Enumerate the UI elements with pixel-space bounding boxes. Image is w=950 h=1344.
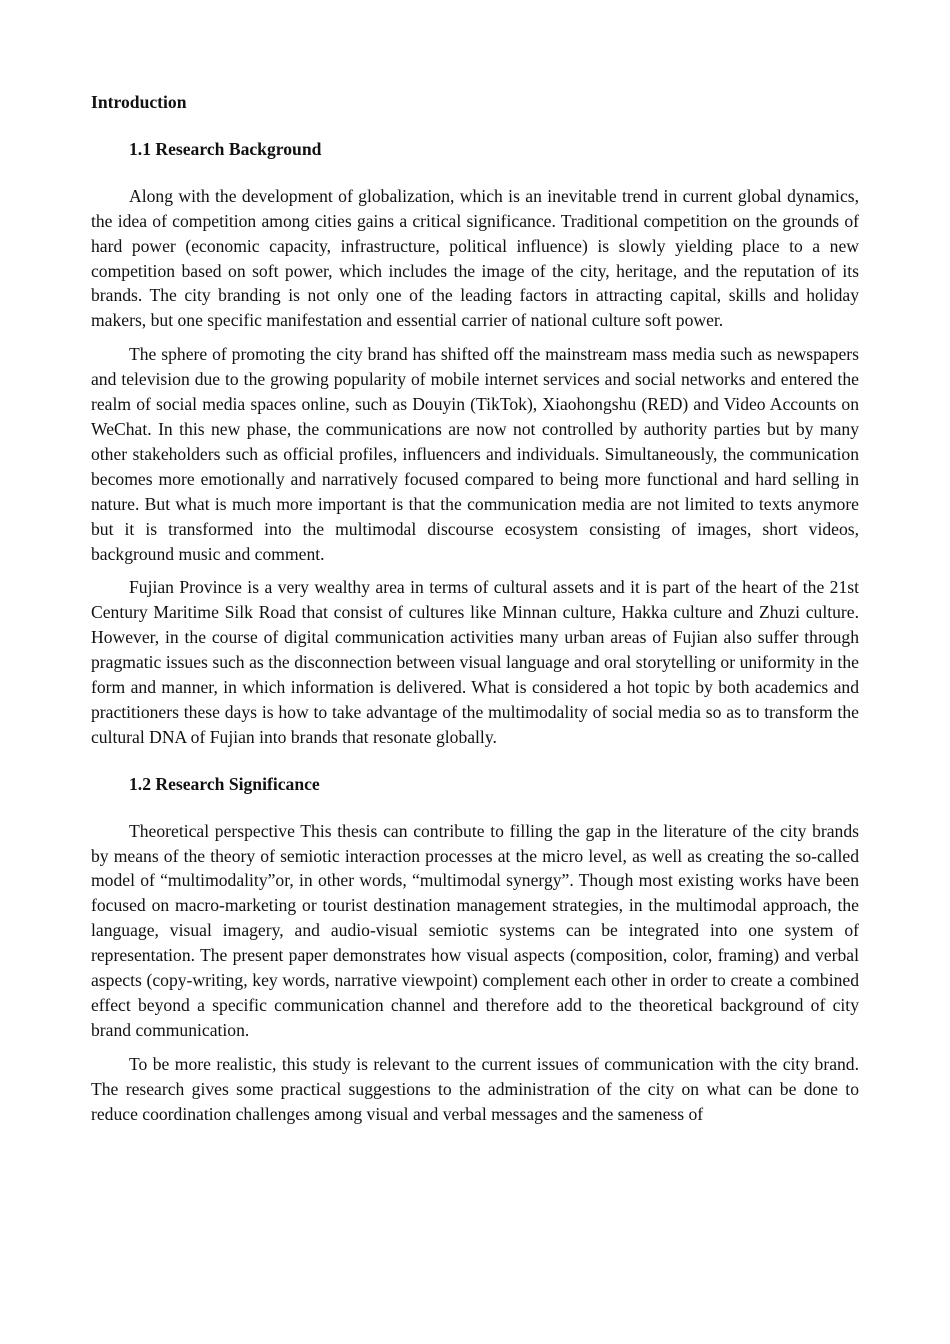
paragraph: Fujian Province is a very wealthy area in terms of cultural assets and it is part of the heart of the 21st Century Maritime Silk Road that consist of cultures like Minnan culture, Hakka culture and Zhuzi culture. However, in the course of digital communication activities many urban areas of Fujian also suffer through pragmatic issues such as the disconnection between visual language and oral storytelling or uniformity in the form and manner, in which information is delivered. What is considered a hot topic by both academics and practitioners these days is how to take advantage of the multimodality of social media so as to transform the cultural DNA of Fujian into brands that resonate globally. [91,577,859,747]
paragraph: To be more realistic, this study is relevant to the current issues of communication with the city brand. The research gives some practical suggestions to the administration of the city on what can be done to reduce coordination challenges among visual and verbal messages and the sameness of [91,1053,859,1124]
paragraph: Along with the development of globalization, which is an inevitable trend in current global dynamics, the idea of competition among cities gains a critical significance. Traditional competition on the grounds of hard power (economic capacity, infrastructure, political influence) is slowly yielding place to a new competition based on soft power, which includes the image of the city, heritage, and the reputation of its brands. The city branding is not only one of the leading factors in attracting capital, skills and holiday makers, but one specific manifestation and essential carrier of national culture soft power. [91,185,859,331]
document-page [91,90,859,1136]
section-heading-research-significance: 1.2 Research Significance [129,773,320,794]
chapter-title: Introduction [91,92,187,112]
section-heading-research-background: 1.1 Research Background [129,138,322,159]
paragraph: The sphere of promoting the city brand has shifted off the mainstream mass media such as newspapers and television due to the growing popularity of mobile internet services and social networks and entered the realm of social media spaces online, such as Douyin (TikTok), Xiaohongshu (RED) and Video Accounts on WeChat. In this new phase, the communications are now not controlled by authority parties but by many other stakeholders such as official profiles, influencers and individuals. Simultaneously, the communication becomes more emotionally and narratively focused compared to being more functional and hard selling in nature. But what is much more important is that the communication media are not limited to texts anymore but it is transformed into the multimodal discourse ecosystem consisting of images, short videos, background music and comment. [91,344,859,564]
paragraph: Theoretical perspective This thesis can contribute to filling the gap in the literature of the city brands by means of the theory of semiotic interaction processes at the micro level, as well as creating the so-called model of “multimodality”or, in other words, “multimodal synergy”. Though most existing works have been focused on macro-marketing or tourist destination management strategies, in the multimodal approach, the language, visual imagery, and audio-visual semiotic systems can be integrated into one system of representation. The present paper demonstrates how visual aspects (composition, color, framing) and verbal aspects (copy-writing, key words, narrative viewpoint) complement each other in order to create a combined effect beyond a specific communication channel and therefore add to the theoretical background of city brand communication. [91,820,859,1040]
